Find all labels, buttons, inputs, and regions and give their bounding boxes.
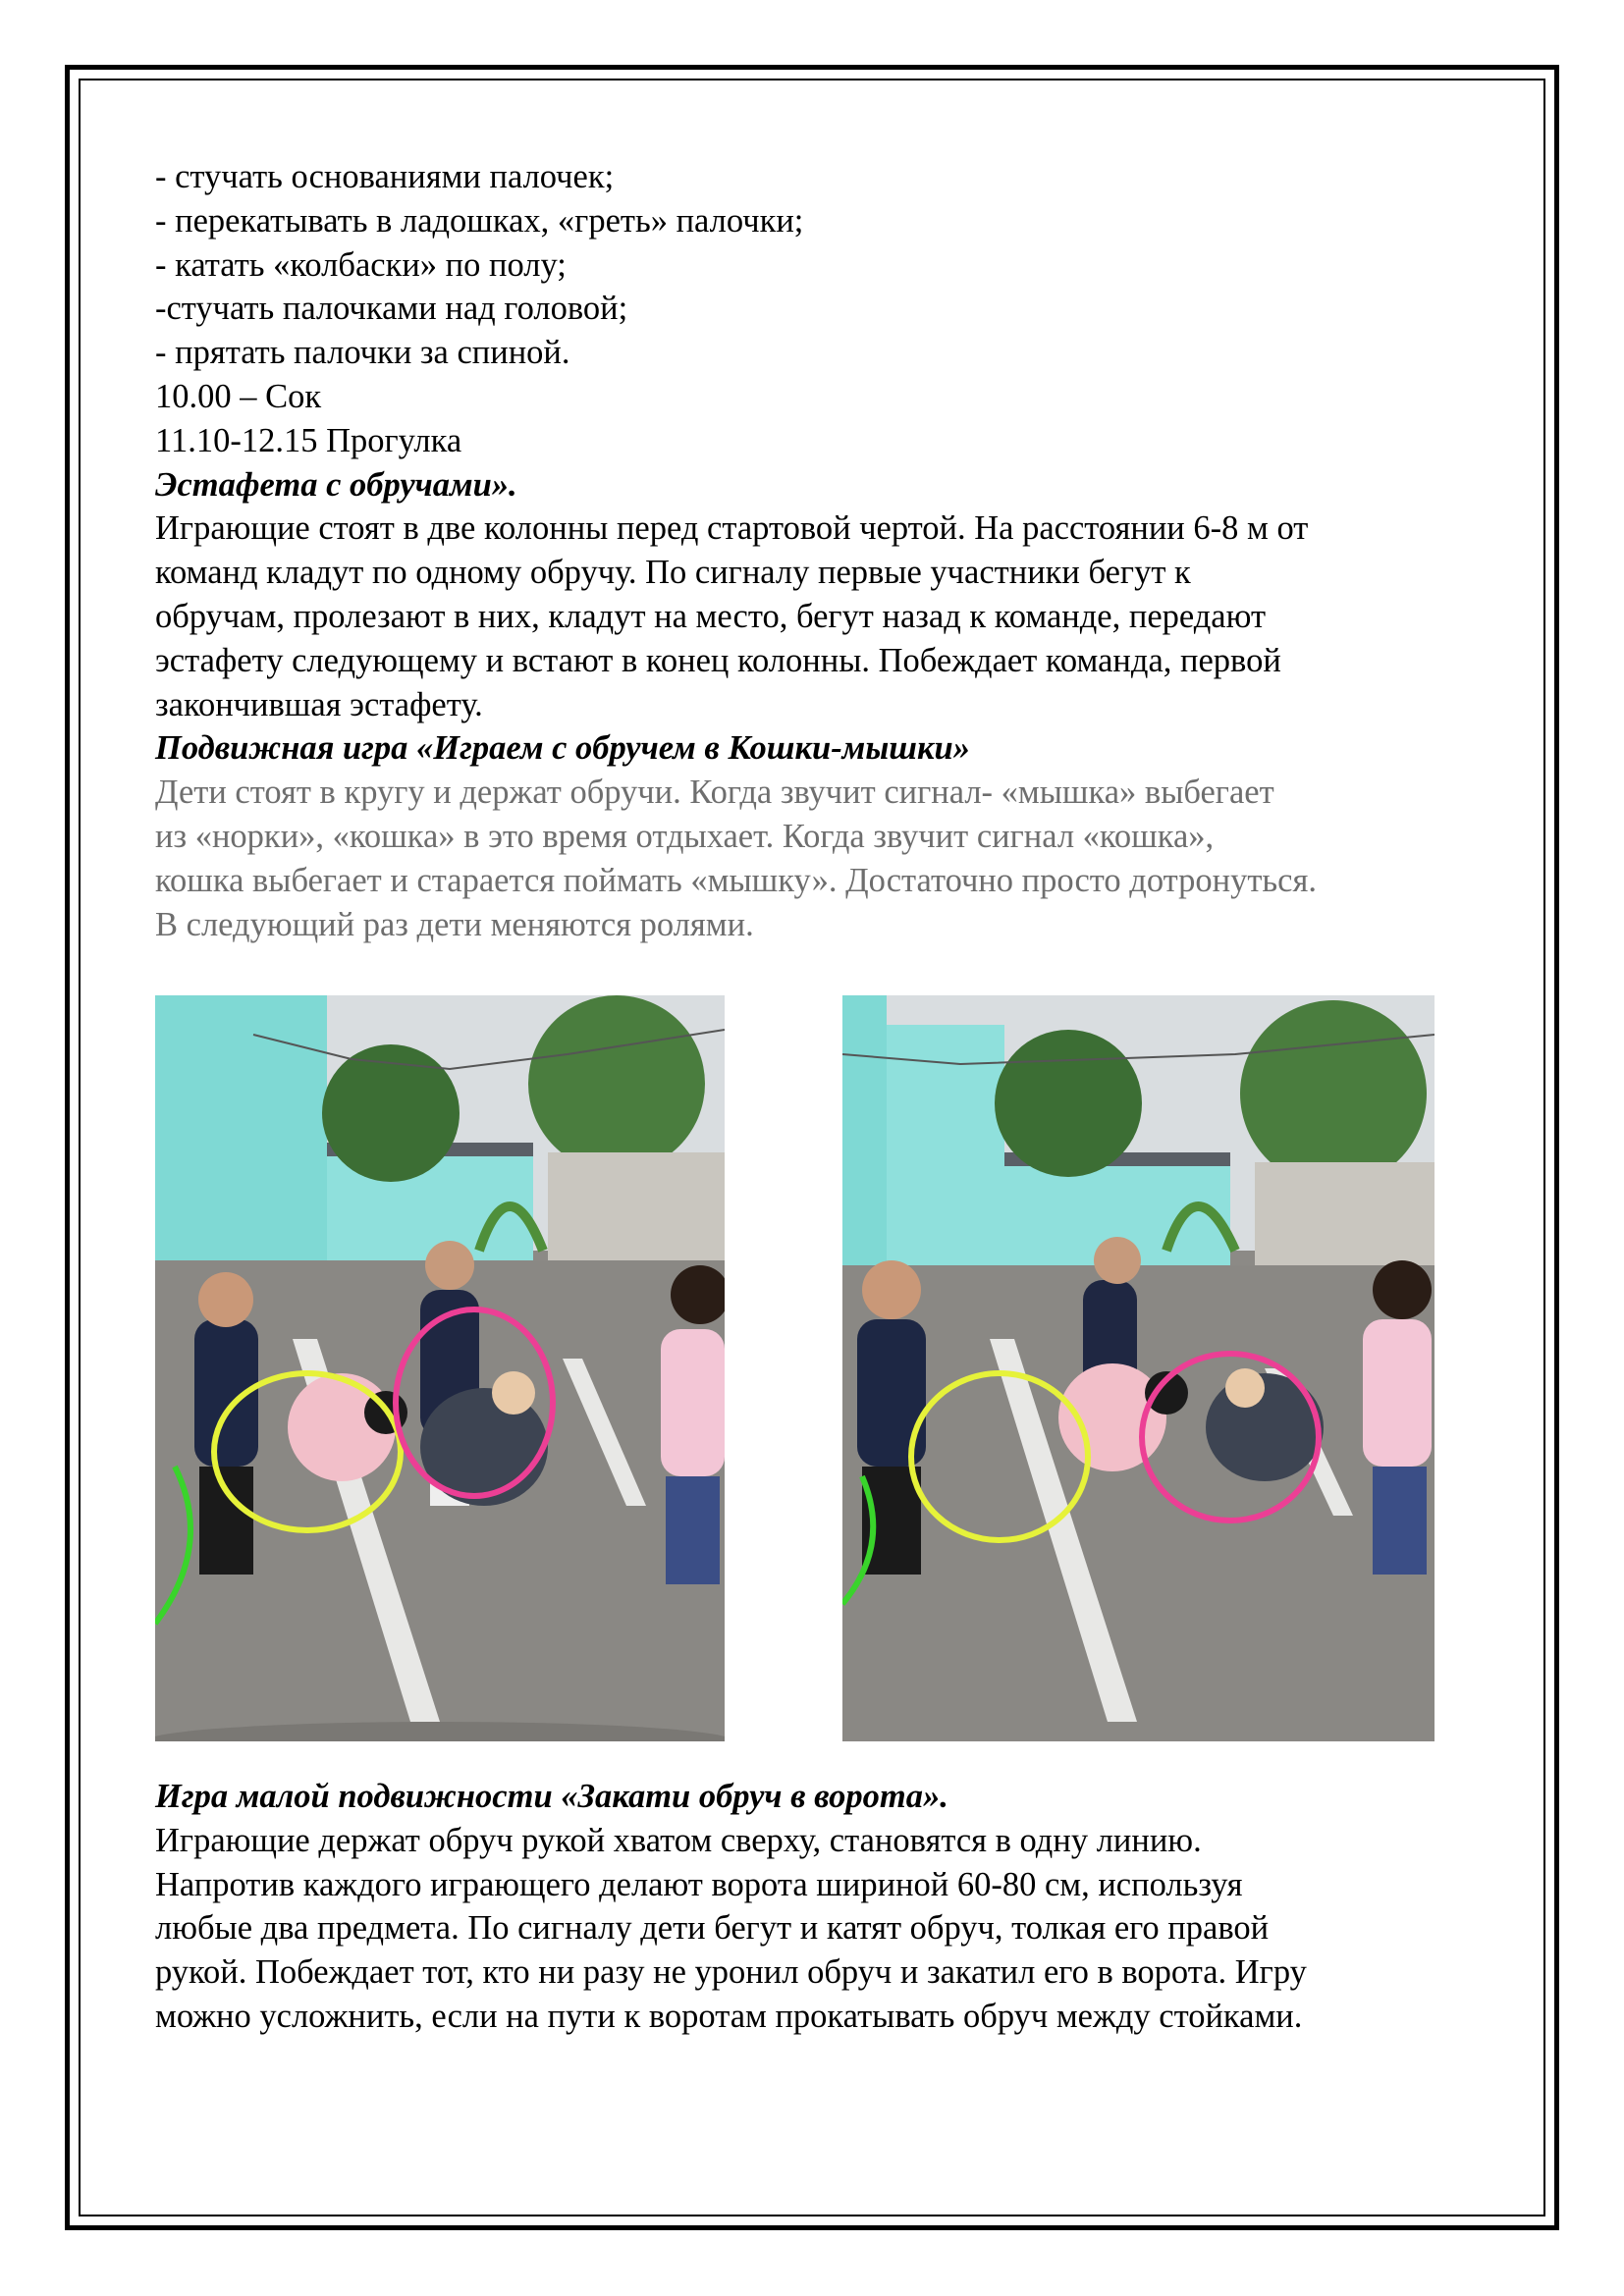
paragraph-line: Напротив каждого играющего делают ворота шириной 60-80 см, используя bbox=[155, 1865, 1243, 1903]
paragraph-line: кошка выбегает и старается поймать «мышку». Достаточно просто дотронуться. bbox=[155, 861, 1317, 899]
list-item: - стучать основаниями палочек; bbox=[155, 158, 615, 195]
paragraph-line: Дети стоят в кругу и держат обручи. Когда звучит сигнал- «мышка» выбегает bbox=[155, 774, 1274, 812]
text-block-bottom bbox=[155, 1775, 1481, 2039]
paragraph-line: В следующий раз дети меняются ролями. bbox=[155, 905, 754, 943]
paragraph-line: эстафету следующему и встают в конец колонны. Побеждает команда, первой bbox=[155, 641, 1281, 679]
section-title-relay: Эстафета с обручами». bbox=[155, 465, 517, 504]
section-title-roll-hoop: Игра малой подвижности «Закати обруч в ворота». bbox=[155, 1778, 948, 1815]
paragraph-line: команд кладут по одному обручу. По сигналу первые участники бегут к bbox=[155, 554, 1191, 592]
list-item: -стучать палочками над головой; bbox=[155, 290, 628, 328]
list-item: - перекатывать в ладошках, «греть» палочки; bbox=[155, 201, 804, 240]
section-title-cat-mouse: Подвижная игра «Играем с обручем в Кошки-мышки» bbox=[155, 729, 970, 768]
paragraph-line: Играющие стоят в две колонны перед стартовой чертой. На расстоянии 6-8 м от bbox=[155, 509, 1309, 548]
paragraph-line: обручам, пролезают в них, кладут на место, бегут назад к команде, передают bbox=[155, 597, 1267, 635]
paragraph-line: можно усложнить, если на пути к воротам прокатывать обруч между стойками. bbox=[155, 1997, 1303, 2035]
schedule-juice: 10.00 – Сок bbox=[155, 377, 322, 415]
photo-illustration bbox=[155, 995, 725, 1741]
photo-children-hoops-2 bbox=[842, 995, 1435, 1741]
paragraph-line: из «норки», «кошка» в это время отдыхает. Когда звучит сигнал «кошка», bbox=[155, 817, 1215, 855]
schedule-walk: 11.10-12.15 Прогулка bbox=[155, 421, 462, 459]
photo-children-hoops-1 bbox=[155, 995, 725, 1741]
paragraph-line: Играющие держат обруч рукой хватом сверху, становятся в одну линию. bbox=[155, 1821, 1202, 1859]
paragraph-line: любые два предмета. По сигналу дети бегут и катят обруч, толкая его правой bbox=[155, 1909, 1270, 1948]
photo-illustration bbox=[842, 995, 1435, 1741]
photo-row bbox=[155, 995, 1432, 1741]
list-item: - катать «колбаски» по полу; bbox=[155, 245, 567, 284]
list-item: - прятать палочки за спиной. bbox=[155, 334, 570, 372]
text-block-top bbox=[155, 155, 1481, 946]
paragraph-line: закончившая эстафету. bbox=[155, 685, 483, 723]
paragraph-line: рукой. Побеждает тот, кто ни разу не уронил обруч и закатил его в ворота. Игру bbox=[155, 1953, 1307, 1992]
